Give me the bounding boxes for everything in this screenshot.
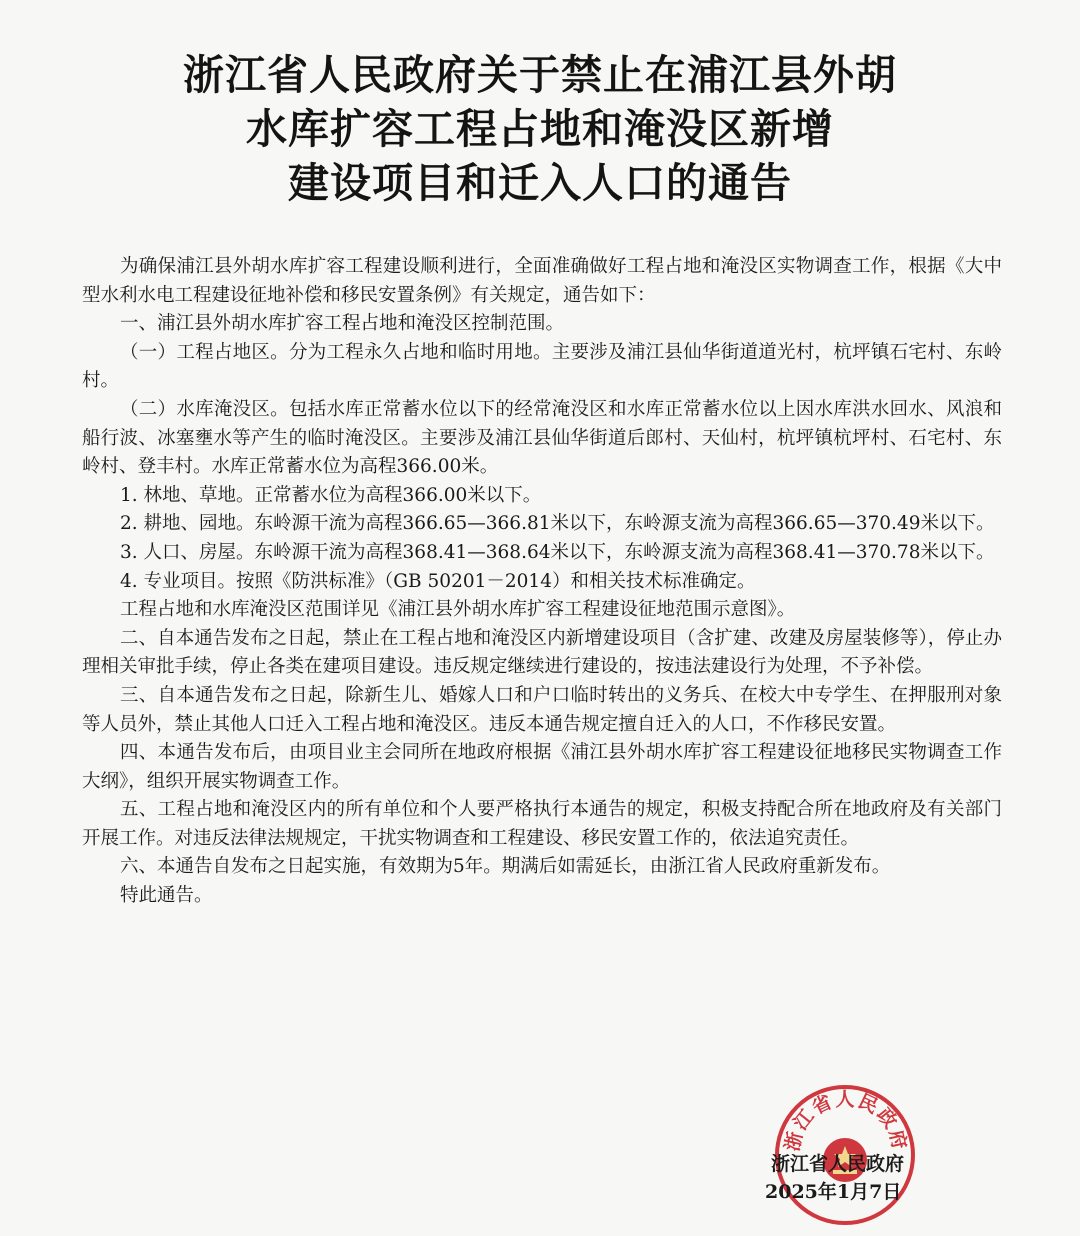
paragraph: 六、本通告自发布之日起实施，有效期为5年。期满后如需延长，由浙江省人民政府重新发布。 [120, 856, 891, 878]
paragraph: 四、本通告发布后，由项目业主会同所在地政府根据《浦江县外胡水库扩容工程建设征地移民实物调查工作大纲》，组织开展实物调查工作。 [82, 742, 1002, 792]
paragraph: 三、自本通告发布之日起，除新生儿、婚嫁人口和户口临时转出的义务兵、在校大中专学生、在押服刑对象等人员外，禁止其他人口迁入工程占地和淹没区。违反本通告规定擅自迁入的人口，不作移民安置。 [82, 684, 1002, 735]
issuer-name: 浙江省人民政府 [771, 1153, 905, 1175]
paragraph: （一）工程占地区。分为工程永久占地和临时用地。主要涉及浦江县仙华街道道光村，杭坪镇石宅村、东岭村。 [82, 341, 1002, 392]
paragraph: 特此通告。 [120, 885, 213, 907]
document-title [60, 48, 1020, 210]
paragraph: （二）水库淹没区。包括水库正常蓄水位以下的经常淹没区和水库正常蓄水位以上因水库洪水回水、风浪和船行波、冰塞壅水等产生的临时淹没区。主要涉及浦江县仙华街道后郎村、天仙村，杭坪镇杭坪村、石宅村、东岭村、登丰村。水库正常蓄水位为高程366.00米。 [82, 398, 1002, 478]
paragraph: 3. 人口、房屋。东岭源干流为高程368.41—368.64米以下，东岭源支流为高程368.41—370.78米以下。 [120, 541, 995, 563]
title-line-3: 建设项目和迁入人口的通告 [288, 159, 792, 207]
issue-date: 2025年1月7日 [765, 1181, 902, 1203]
paragraph: 4. 专业项目。按照《防洪标准》（GB 50201－2014）和相关技术标准确定。 [120, 570, 756, 592]
paragraph: 工程占地和水库淹没区范围详见《浦江县外胡水库扩容工程建设征地范围示意图》。 [120, 599, 796, 621]
paragraph: 为确保浦江县外胡水库扩容工程建设顺利进行，全面准确做好工程占地和淹没区实物调查工作，根据《大中型水利水电工程建设征地补偿和移民安置条例》有关规定，通告如下： [82, 256, 1002, 306]
paragraph: 一、浦江县外胡水库扩容工程占地和淹没区控制范围。 [120, 313, 565, 335]
seal-text: 浙江省人民政府 [781, 1088, 911, 1154]
signature-block [765, 1150, 904, 1206]
paragraph: 二、自本通告发布之日起，禁止在工程占地和淹没区内新增建设项目（含扩建、改建及房屋装修等），停止办理相关审批手续，停止各类在建项目建设。违反规定继续进行建设的，按违法建设行为处理，不予补偿。 [82, 627, 1002, 678]
title-line-2: 水库扩容工程占地和淹没区新增 [246, 105, 834, 153]
paragraph: 2. 耕地、园地。东岭源干流为高程366.65—366.81米以下，东岭源支流为高程366.65—370.49米以下。 [120, 513, 995, 535]
title-line-1: 浙江省人民政府关于禁止在浦江县外胡 [183, 51, 897, 99]
paragraph: 五、工程占地和淹没区内的所有单位和个人要严格执行本通告的规定，积极支持配合所在地政府及有关部门开展工作。对违反法律法规规定，干扰实物调查和工程建设、移民安置工作的，依法追究责任。 [82, 799, 1002, 849]
paragraph: 1. 林地、草地。正常蓄水位为高程366.00米以下。 [120, 484, 542, 506]
document-body [82, 253, 1002, 911]
